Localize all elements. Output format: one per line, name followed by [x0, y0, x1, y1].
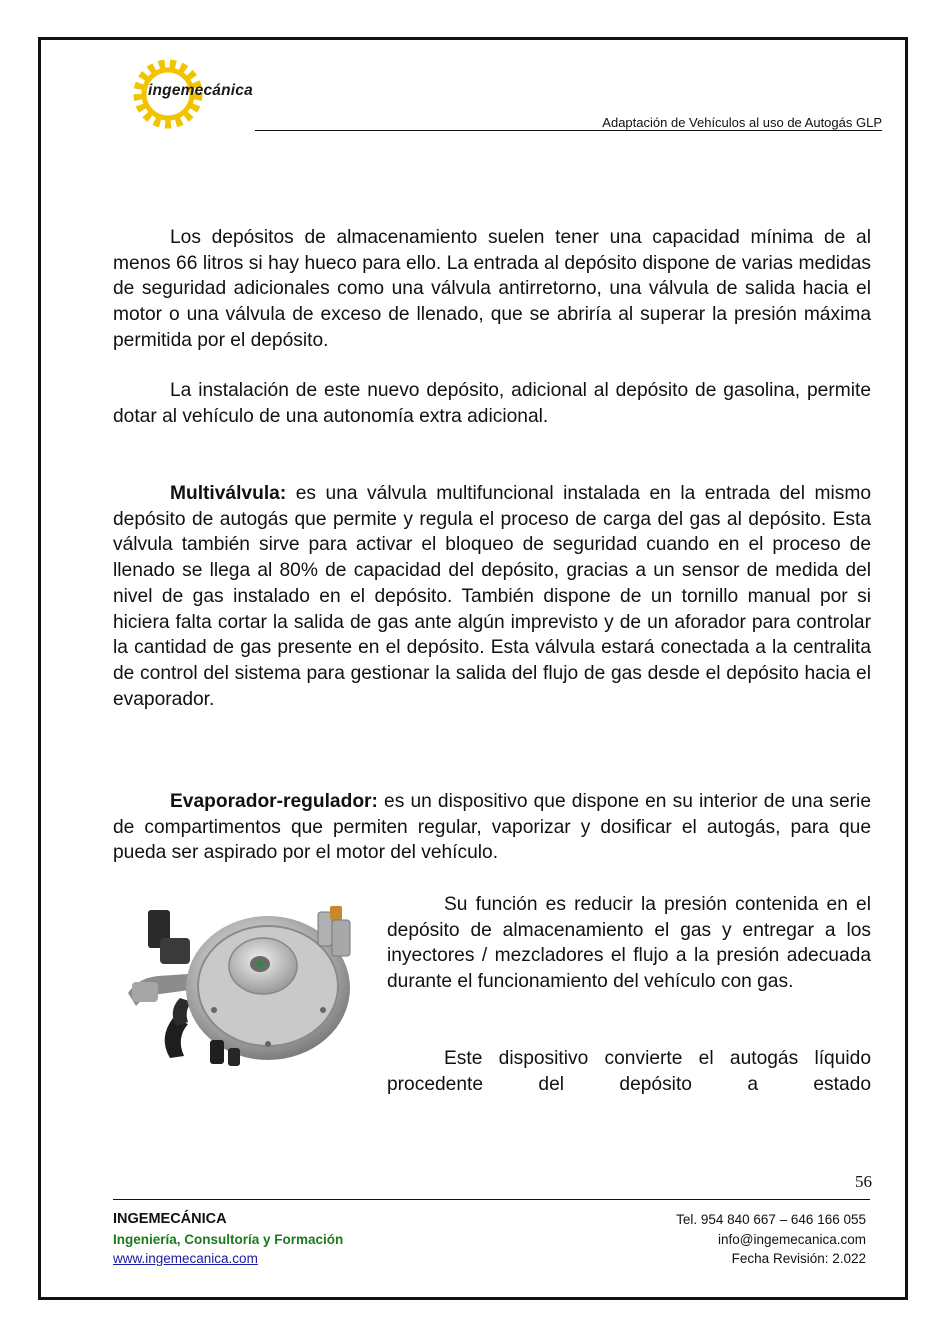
- paragraph-evaporador: [113, 789, 871, 866]
- footer-revision: Fecha Revisión: 2.022: [731, 1251, 866, 1266]
- paragraph-autonomy: [113, 378, 871, 429]
- paragraph-conversion: [387, 1046, 871, 1097]
- header-title: Adaptación de Vehículos al uso de Autogás GLP: [602, 115, 882, 130]
- footer-tagline: Ingeniería, Consultoría y Formación: [113, 1231, 344, 1247]
- logo-text: ingemecánica: [148, 82, 253, 99]
- footer-left: [113, 1210, 343, 1269]
- paragraph-text: Los depósitos de almacenamiento suelen tener una capacidad mínima de al menos 66 litros si hay hueco para ello. La entrada al depósito dispone de varias medidas de seguridad adicionales como una válvula antirretorno, una válvula de salida hacia el motor o una válvula de exceso de llenado, que se abriría al superar la presión máxima permitida por el depósito.: [113, 227, 871, 351]
- paragraph-text: Su función es reducir la presión contenida en el depósito de almacenamiento el gas y entregar a los inyectores / mezcladores el flujo a la presión adecuada durante el funcionamiento del vehículo con gas.: [387, 894, 871, 993]
- paragraph-multivalvula: [113, 481, 871, 712]
- footer-phone: Tel. 954 840 667 – 646 166 055: [676, 1212, 866, 1227]
- paragraph-deposit-capacity: [113, 225, 871, 354]
- header-rule: [255, 130, 882, 131]
- evaporator-regulator-photo: [118, 898, 368, 1073]
- definition-evaporador: es un dispositivo que dispone en su interior de una serie de compartimentos que permiten regular, vaporizar y dosificar el autogás, para que pueda ser aspirado por el motor del vehículo.: [113, 791, 871, 864]
- definition-multivalvula: es una válvula multifuncional instalada en la entrada del mismo depósito de autogás que permite y regula el proceso de carga del gas al depósito. Esta válvula también sirve para activar el bloqueo de seguridad cuando en el proceso de llenado se llega al 80% de capacidad del depósito, gracias a un sensor de medida del nivel de gas instalado en el depósito. También dispone de un tornillo manual por si hiciera falta cortar la salida de gas ante algún imprevisto y de un aforador para controlar la cantidad de gas presente en el depósito. Esta válvula estará conectada a la centralita de control del sistema para gestionar la salida del flujo de gas desde el depósito hacia el evaporador.: [113, 483, 871, 710]
- page-number: 56: [855, 1172, 872, 1191]
- term-evaporador: Evaporador-regulador:: [170, 791, 378, 812]
- footer-email: info@ingemecanica.com: [717, 1231, 866, 1247]
- paragraph-text: Este dispositivo convierte el autogás líquido procedente del depósito a estado: [387, 1048, 871, 1095]
- footer-website-link[interactable]: www.ingemecanica.com: [113, 1251, 258, 1266]
- footer-right: [676, 1210, 866, 1269]
- paragraph-funcion: [387, 892, 871, 995]
- footer-rule: [113, 1199, 870, 1200]
- paragraph-text: La instalación de este nuevo depósito, adicional al depósito de gasolina, permite dotar al vehículo de una autonomía extra adicional.: [113, 380, 871, 427]
- footer-company: INGEMECÁNICA: [113, 1211, 227, 1227]
- term-multivalvula: Multiválvula:: [170, 483, 287, 504]
